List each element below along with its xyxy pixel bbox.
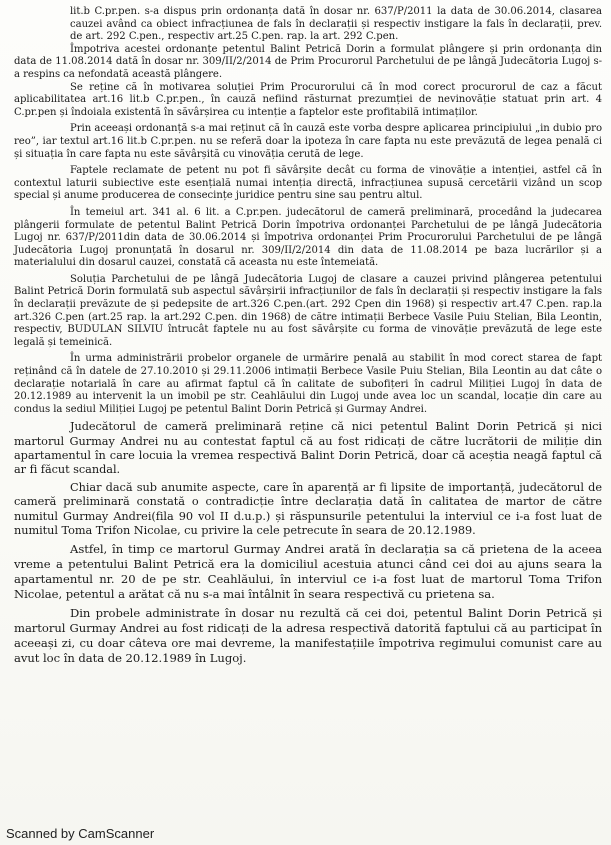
document-body xyxy=(14,6,602,666)
paragraph-1: lit.b C.pr.pen. s-a dispus prin ordonanța dată în dosar nr. 637/P/2011 la data de 30.06.2014, clasarea cauzei având ca obiect infracțiunea de fals în declarații și respectiv instigare la fals în declarații, prev. de art. 292 C.pen., respectiv art.25 C.pen. rap. la art. 292 C.pen. xyxy=(70,6,602,43)
scanner-watermark: Scanned by CamScanner xyxy=(6,826,155,841)
paragraph-3: Se reține că în motivarea soluției Prim Procurorului că în mod corect procurorul de caz a făcut aplicabilitatea art.16 lit.b C.pr.pen., în cauză nefiind răsturnat prezumției de nevinovăție statuat prin art. 4 C.pr.pen și îndoiala existentă în săvârșirea cu intenție a faptelor este profitabilă intimaților. xyxy=(14,81,602,118)
paragraph-7: Soluția Parchetului de pe lângă Judecătoria Lugoj de clasare a cauzei privind plângerea petentului Balint Petrică Dorin formulată sub aspectul săvârșirii infracțiunilor de fals în declarații și respectiv instigare la fals în declarații prevăzute de și pedepsite de art.326 C.pen.(art. 292 Cpen din 1968) și respectiv art.47 C.pen. rap.la art.326 C.pen (art.25 rap. la art.292 C.pen. din 1968) de către intimații Berbece Vasile Puiu Stelian, Bila Leontin, respectiv, BUDULAN SILVIU întrucât faptele nu au fost săvârșite cu forma de vinovăție prevăzută de lege este legală și temeinică. xyxy=(14,273,602,348)
paragraph-5: Faptele reclamate de petent nu pot fi săvârșite decât cu forma de vinovăție a intenției, astfel că în contextul laturii subiective este esențială numai intenția directă, infracțiunea supusă cercetării vizând un scop special și anume producerea de consecințe juridice pentru sine sau pentru altul. xyxy=(14,165,602,202)
paragraph-2: Împotriva acestei ordonanțe petentul Balint Petrică Dorin a formulat plângere și prin ordonanța din data de 11.08.2014 dată în dosar nr. 309/II/2/2014 de Prim Procurorul Parchetului de pe lângă Judecătoria Lugoj s-a respins ca nefondată această plângere. xyxy=(14,43,602,80)
paragraph-6: În temeiul art. 341 al. 6 lit. a C.pr.pen. judecătorul de cameră preliminară, procedând la judecarea plângerii formulate de petentul Balint Petrică Dorin împotriva ordonanței Parchetului de pe lângă Judecătoria Lugoj nr. 637/P/2011din data de 30.06.2014 și împotriva ordonanței Prim Procurorului Parchetului de pe lângă Judecătoria Lugoj pronunțată în dosarul nr. 309/II/2/2014 din data de 11.08.2014 pe baza lucrărilor și a materialului din dosarul cauzei, constată că aceasta nu este întemeiată. xyxy=(14,206,602,269)
paragraph-9: Judecătorul de cameră preliminară reține că nici petentul Balint Dorin Petrică și nici martorul Gurmay Andrei nu au contestat faptul că au fost ridicați de către lucrătorii de miliție din apartamentul în care locuia la vremea respectivă Balint Dorin Petrică, doar că aceștia neagă faptul că ar fi făcut scandal. xyxy=(14,420,602,477)
paragraph-8: În urma administrării probelor organele de urmărire penală au stabilit în mod corect starea de fapt reținând că în datele de 27.10.2010 și 29.11.2006 intimații Berbece Vasile Puiu Stelian, Bila Leontin au dat câte o declarație notarială în care au afirmat faptul că în calitate de subofițeri în cadrul Miliției Lugoj în data de 20.12.1989 au intervenit la un imobil pe str. Ceahlăului din Lugoj unde avea loc un scandal, locație din care au condus la sediul Miliției Lugoj pe petentul Balint Dorin Petrică și Gurmay Andrei. xyxy=(14,353,602,415)
paragraph-10: Chiar dacă sub anumite aspecte, care în aparență ar fi lipsite de importanță, judecătorul de cameră preliminară constată o contradicție între declarația dată în calitatea de martor de către numitul Gurmay Andrei(fila 90 vol II d.u.p.) și răspunsurile petentului la interviul ce i-a fost luat de numitul Toma Trifon Nicolae, cu privire la cele petrecute în seara de 20.12.1989. xyxy=(14,481,602,537)
paragraph-11: Astfel, în timp ce martorul Gurmay Andrei arată în declarația sa că prietena de la aceea vreme a petentului Balint Petrică era la domiciliul acestuia atunci când cei doi au ajuns seara la apartamentul nr. 20 de pe str. Ceahlăului, în interviul ce i-a fost luat de martorul Toma Trifon Nicolae, petentul a arătat că nu s-a mai întâlnit în seara respectivă cu prietena sa. xyxy=(14,542,602,602)
paragraph-12: Din probele administrate în dosar nu rezultă că cei doi, petentul Balint Dorin Petrică și martorul Gurmay Andrei au fost ridicați de la adresa respectivă datorită faptului că au participat în aceeași zi, cu doar câteva ore mai devreme, la manifestațiile împotriva regimului comunist care au avut loc în data de 20.12.1989 în Lugoj. xyxy=(14,606,602,666)
paragraph-4: Prin aceeași ordonanță s-a mai reținut că în cauză este vorba despre aplicarea principiului „in dubio pro reo”, iar textul art.16 lit.b C.pr.pen. nu se referă doar la ipoteza în care fapta nu este prevăzută de legea penală ci și situația în care fapta nu este săvârșită cu vinovăția cerută de lege. xyxy=(14,123,602,160)
